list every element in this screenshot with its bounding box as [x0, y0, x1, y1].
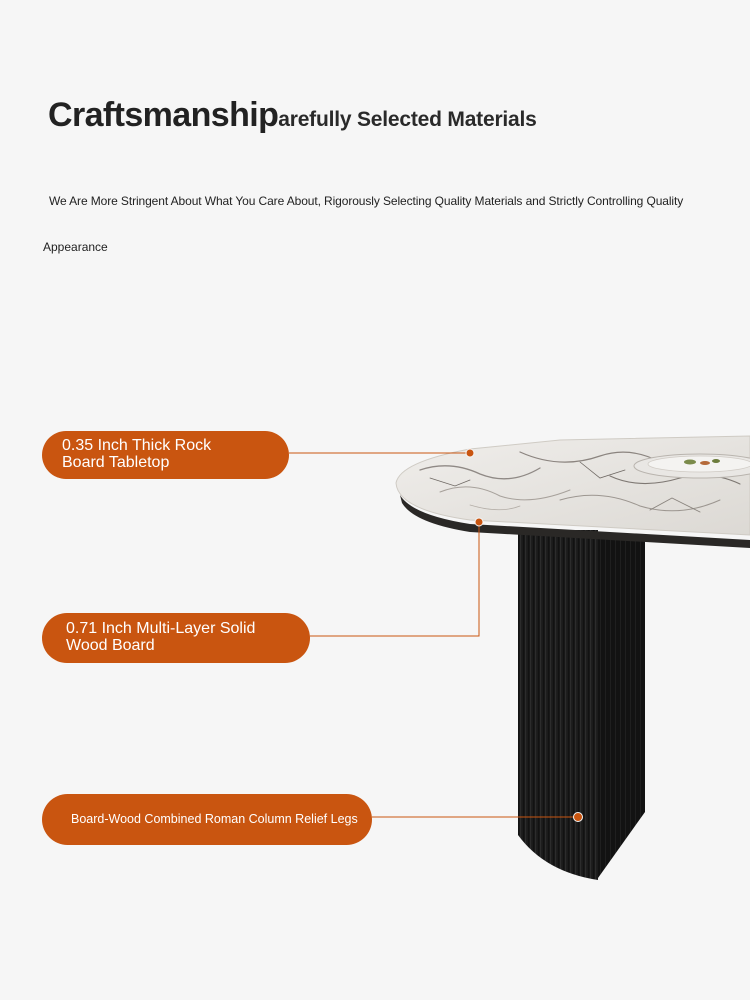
callout-tabletop [42, 431, 289, 479]
headline-rest: arefully Selected Materials [278, 108, 537, 131]
callout-tabletop-label: 0.35 Inch Thick Rock Board Tabletop [62, 437, 212, 471]
callout-wood-board-label: 0.71 Inch Multi-Layer Solid Wood Board [66, 620, 256, 654]
subtitle: We Are More Stringent About What You Care About, Rigorously Selecting Quality Materials and Strictly Controlling Quality [49, 194, 684, 208]
callout-legs [42, 794, 372, 845]
headline-main: Craftsmanship [48, 96, 279, 134]
callout-legs-label: Board-Wood Combined Roman Column Relief Legs [71, 811, 358, 826]
table-leg-back [597, 535, 645, 878]
plate [634, 454, 750, 478]
section-label: Appearance [43, 240, 108, 254]
table-leg-front [518, 530, 598, 880]
callout-wood-board [42, 613, 310, 663]
